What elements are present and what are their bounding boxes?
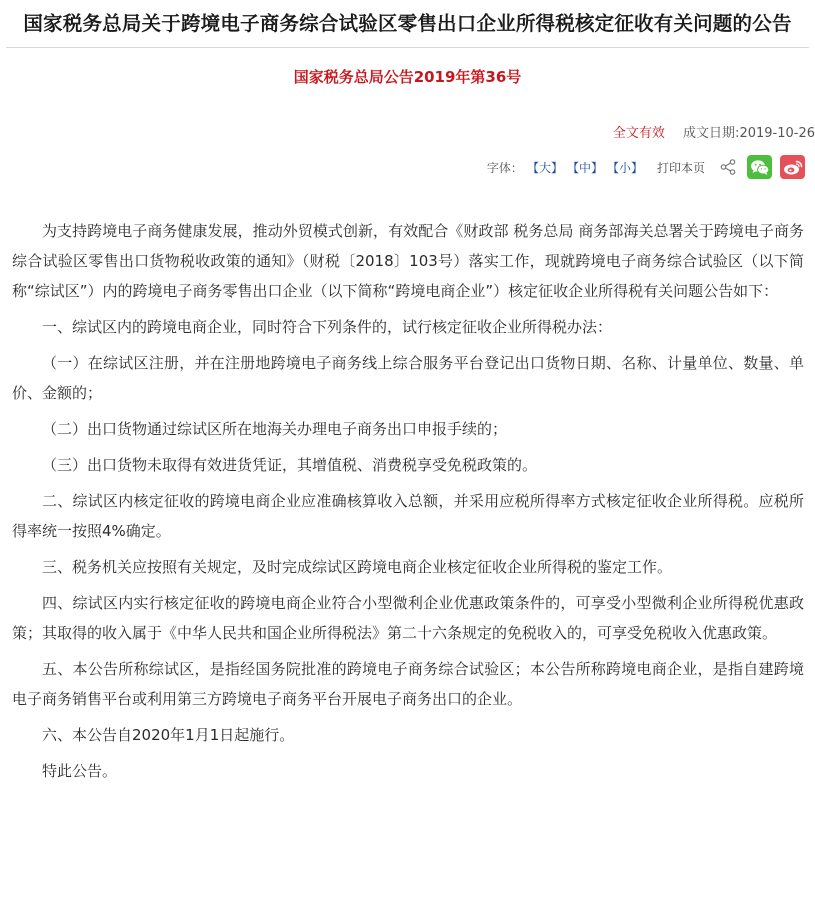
paragraph-article-6: 六、本公告自2020年1月1日起施行。: [42, 726, 295, 744]
validity-status: 全文有效: [612, 126, 665, 141]
document-meta: [613, 122, 815, 141]
date-label: 成文日期:: [683, 126, 740, 141]
font-small-button[interactable]: 【小】: [606, 160, 643, 175]
print-button[interactable]: 打印本页: [656, 160, 705, 175]
paragraph-article-2: 二、综试区内核定征收的跨境电商企业应准确核算收入总额，并采用应税所得率方式核定征收企业所得税。应税所得率统一按照4%确定。: [12, 492, 804, 540]
wechat-glyph: [750, 159, 770, 176]
weibo-icon[interactable]: [780, 155, 805, 179]
title-divider: [6, 47, 809, 48]
font-size-label: 字体：: [486, 160, 523, 175]
paragraph-closing: 特此公告。: [42, 762, 118, 780]
paragraph-item-1: （一）在综试区注册，并在注册地跨境电子商务线上综合服务平台登记出口货物日期、名称、计量单位、数量、单价、金额的；: [12, 354, 804, 402]
page-toolbar: [487, 154, 805, 180]
share-icon[interactable]: [719, 158, 737, 176]
paragraph-item-2: （二）出口货物通过综试区所在地海关办理电子商务出口申报手续的；: [42, 420, 508, 438]
document-number: 国家税务总局公告2019年第36号: [293, 68, 522, 86]
wechat-icon[interactable]: [747, 155, 772, 179]
paragraph-preamble: 为支持跨境电子商务健康发展，推动外贸模式创新，有效配合《财政部 税务总局 商务部海关总署关于跨境电子商务综合试验区零售出口货物税收政策的通知》（财税〔2018〕103号）落实工作，现就跨境电子商务综合试验区（以下简称“综试区”）内的跨境电子商务零售出口企业（以下简称“跨境电商企业”）核定征收企业所得税有关问题公告如下：: [12, 222, 804, 300]
paragraph-article-1: 一、综试区内的跨境电商企业，同时符合下列条件的，试行核定征收企业所得税办法：: [42, 318, 613, 336]
announcement-body: [12, 216, 804, 786]
page-title: 国家税务总局关于跨境电子商务综合试验区零售出口企业所得税核定征收有关问题的公告: [23, 12, 792, 35]
weibo-glyph: [783, 159, 803, 176]
font-medium-button[interactable]: 【中】: [566, 160, 603, 175]
paragraph-article-3: 三、税务机关应按照有关规定，及时完成综试区跨境电商企业核定征收企业所得税的鉴定工作。: [42, 558, 673, 576]
paragraph-item-3: （三）出口货物未取得有效进货凭证，其增值税、消费税享受免税政策的。: [42, 456, 538, 474]
font-large-button[interactable]: 【大】: [526, 160, 563, 175]
paragraph-article-4: 四、综试区内实行核定征收的跨境电商企业符合小型微利企业优惠政策条件的，可享受小型微利企业所得税优惠政策；其取得的收入属于《中华人民共和国企业所得税法》第二十六条规定的免税收入的，可享受免税收入优惠政策。: [12, 594, 804, 642]
date-value: 2019-10-26: [739, 126, 815, 141]
paragraph-article-5: 五、本公告所称综试区，是指经国务院批准的跨境电子商务综合试验区；本公告所称跨境电商企业，是指自建跨境电子商务销售平台或利用第三方跨境电子商务平台开展电子商务出口的企业。: [12, 660, 804, 708]
